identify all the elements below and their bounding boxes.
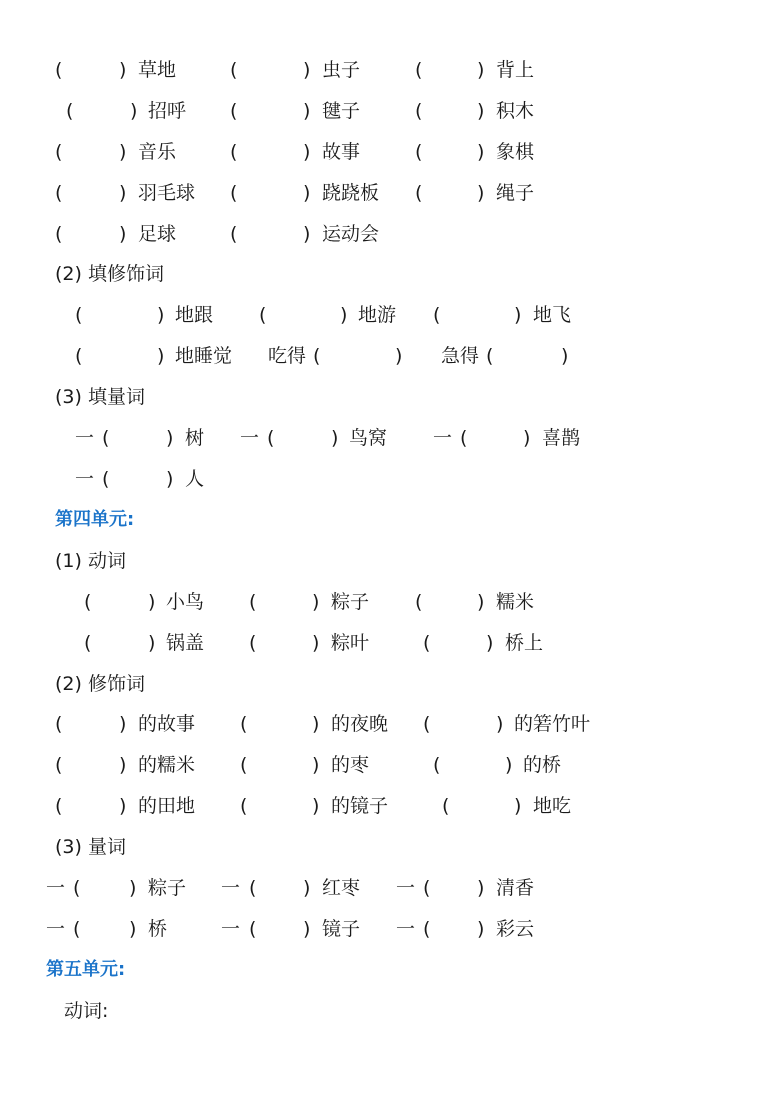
unit-4-title: 第四单元:	[55, 509, 135, 530]
close-paren: )	[130, 100, 138, 122]
close-paren: )	[477, 877, 485, 899]
word: 地游	[358, 304, 397, 326]
open-paren: (	[55, 59, 63, 81]
word: 的桥	[523, 754, 562, 776]
open-paren: (	[240, 795, 248, 817]
word: 羽毛球	[138, 182, 196, 204]
close-paren: )	[477, 59, 485, 81]
section-heading: 动词:	[64, 1000, 109, 1022]
open-paren: (	[259, 304, 267, 326]
word: 足球	[138, 223, 177, 245]
close-paren: )	[157, 345, 165, 367]
close-paren: )	[303, 59, 311, 81]
open-paren: (	[433, 754, 441, 776]
open-paren: (	[415, 141, 423, 163]
word: 急得	[441, 345, 480, 367]
word: 清香	[496, 877, 535, 899]
word: 红枣	[322, 877, 361, 899]
close-paren: )	[514, 795, 522, 817]
yi-char: 一	[46, 918, 66, 940]
open-paren: (	[73, 918, 81, 940]
close-paren: )	[148, 591, 156, 613]
section-heading: (2) 修饰词	[55, 673, 145, 695]
yi-char: 一	[396, 918, 416, 940]
open-paren: (	[102, 468, 110, 490]
close-paren: )	[303, 877, 311, 899]
close-paren: )	[119, 713, 127, 735]
close-paren: )	[129, 877, 137, 899]
open-paren: (	[249, 632, 257, 654]
close-paren: )	[166, 468, 174, 490]
open-paren: (	[415, 100, 423, 122]
word: 的夜晚	[331, 713, 389, 735]
open-paren: (	[486, 345, 494, 367]
open-paren: (	[55, 795, 63, 817]
open-paren: (	[55, 223, 63, 245]
close-paren: )	[119, 141, 127, 163]
word: 的镜子	[331, 795, 389, 817]
open-paren: (	[442, 795, 450, 817]
open-paren: (	[230, 59, 238, 81]
section-heading: (1) 动词	[55, 550, 126, 572]
close-paren: )	[486, 632, 494, 654]
open-paren: (	[55, 141, 63, 163]
close-paren: )	[303, 223, 311, 245]
close-paren: )	[477, 100, 485, 122]
word: 的故事	[138, 713, 196, 735]
word: 粽子	[148, 877, 187, 899]
close-paren: )	[312, 713, 320, 735]
open-paren: (	[267, 427, 275, 449]
open-paren: (	[55, 713, 63, 735]
word: 粽子	[331, 591, 370, 613]
close-paren: )	[514, 304, 522, 326]
open-paren: (	[102, 427, 110, 449]
word: 鸟窝	[349, 427, 388, 449]
word: 糯米	[496, 591, 535, 613]
open-paren: (	[55, 182, 63, 204]
open-paren: (	[460, 427, 468, 449]
open-paren: (	[415, 182, 423, 204]
word: 招呼	[148, 100, 187, 122]
word: 的田地	[138, 795, 196, 817]
word: 地飞	[533, 304, 572, 326]
close-paren: )	[331, 427, 339, 449]
word: 小鸟	[166, 591, 205, 613]
open-paren: (	[84, 591, 92, 613]
close-paren: )	[157, 304, 165, 326]
close-paren: )	[312, 591, 320, 613]
section-heading: (2) 填修饰词	[55, 263, 164, 285]
close-paren: )	[477, 591, 485, 613]
word: 象棋	[496, 141, 535, 163]
close-paren: )	[119, 59, 127, 81]
open-paren: (	[415, 59, 423, 81]
word: 的枣	[331, 754, 370, 776]
yi-char: 一	[46, 877, 66, 899]
open-paren: (	[423, 632, 431, 654]
word: 毽子	[322, 100, 361, 122]
close-paren: )	[166, 427, 174, 449]
yi-char: 一	[75, 427, 95, 449]
open-paren: (	[249, 591, 257, 613]
word: 地吃	[533, 795, 572, 817]
word: 草地	[138, 59, 177, 81]
open-paren: (	[240, 713, 248, 735]
open-paren: (	[75, 304, 83, 326]
word: 运动会	[322, 223, 380, 245]
yi-char: 一	[396, 877, 416, 899]
word: 吃得	[268, 345, 307, 367]
yi-char: 一	[221, 877, 241, 899]
close-paren: )	[119, 754, 127, 776]
close-paren: )	[148, 632, 156, 654]
close-paren: )	[119, 795, 127, 817]
close-paren: )	[496, 713, 504, 735]
open-paren: (	[240, 754, 248, 776]
open-paren: (	[230, 182, 238, 204]
open-paren: (	[423, 877, 431, 899]
open-paren: (	[230, 141, 238, 163]
word: 的箬竹叶	[514, 713, 591, 735]
close-paren: )	[312, 632, 320, 654]
word: 镜子	[322, 918, 361, 940]
open-paren: (	[75, 345, 83, 367]
unit-5-title: 第五单元:	[46, 959, 126, 980]
close-paren: )	[523, 427, 531, 449]
word: 彩云	[496, 918, 535, 940]
yi-char: 一	[221, 918, 241, 940]
close-paren: )	[561, 345, 569, 367]
close-paren: )	[477, 918, 485, 940]
yi-char: 一	[433, 427, 453, 449]
yi-char: 一	[240, 427, 260, 449]
open-paren: (	[55, 754, 63, 776]
close-paren: )	[505, 754, 513, 776]
open-paren: (	[249, 877, 257, 899]
yi-char: 一	[75, 468, 95, 490]
word: 音乐	[138, 141, 177, 163]
open-paren: (	[230, 100, 238, 122]
close-paren: )	[312, 795, 320, 817]
close-paren: )	[303, 141, 311, 163]
word: 的糯米	[138, 754, 196, 776]
word: 绳子	[496, 182, 535, 204]
open-paren: (	[313, 345, 321, 367]
word: 背上	[496, 59, 535, 81]
open-paren: (	[423, 713, 431, 735]
open-paren: (	[415, 591, 423, 613]
open-paren: (	[249, 918, 257, 940]
close-paren: )	[303, 918, 311, 940]
word: 粽叶	[331, 632, 370, 654]
close-paren: )	[312, 754, 320, 776]
word: 故事	[322, 141, 361, 163]
close-paren: )	[340, 304, 348, 326]
close-paren: )	[477, 182, 485, 204]
open-paren: (	[73, 877, 81, 899]
close-paren: )	[303, 100, 311, 122]
open-paren: (	[66, 100, 74, 122]
section-heading: (3) 量词	[55, 836, 126, 858]
word: 地睡觉	[175, 345, 233, 367]
word: 人	[185, 468, 205, 490]
close-paren: )	[303, 182, 311, 204]
word: 树	[185, 427, 205, 449]
close-paren: )	[119, 223, 127, 245]
word: 喜鹊	[542, 427, 581, 449]
word: 桥上	[505, 632, 544, 654]
word: 锅盖	[166, 632, 205, 654]
word: 虫子	[322, 59, 361, 81]
close-paren: )	[119, 182, 127, 204]
open-paren: (	[84, 632, 92, 654]
open-paren: (	[230, 223, 238, 245]
close-paren: )	[129, 918, 137, 940]
word: 积木	[496, 100, 535, 122]
word: 桥	[148, 918, 168, 940]
close-paren: )	[477, 141, 485, 163]
close-paren: )	[395, 345, 403, 367]
open-paren: (	[423, 918, 431, 940]
word: 地跟	[175, 304, 214, 326]
section-heading: (3) 填量词	[55, 386, 145, 408]
open-paren: (	[433, 304, 441, 326]
word: 跷跷板	[322, 182, 380, 204]
